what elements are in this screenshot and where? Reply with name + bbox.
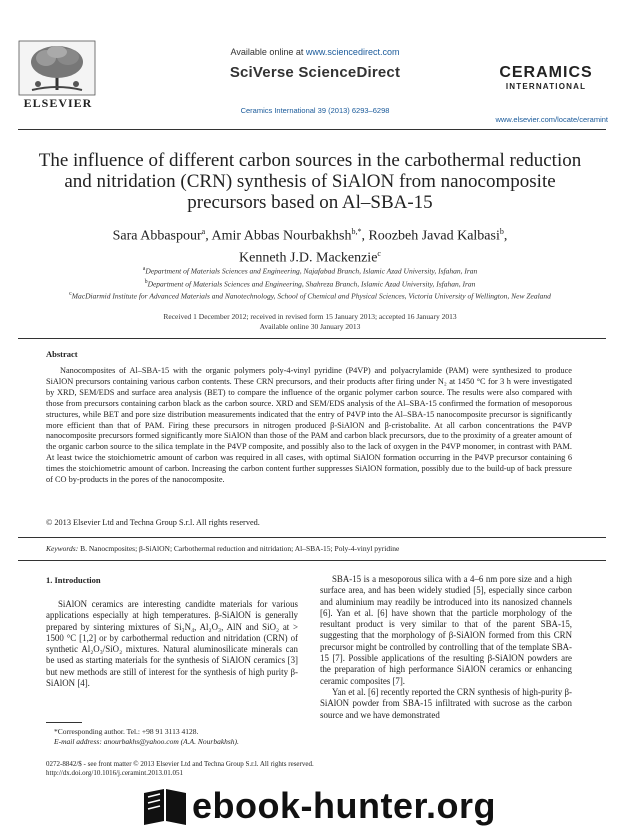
doi-link[interactable]: http://dx.doi.org/10.1016/j.ceramint.2013.01.051 [46, 769, 183, 777]
intro-paragraph-1: SiAlON ceramics are interesting candidte materials for various applications especially at high temperatures. β-SiAlON is generally prepared by sintering mixtures of Si₃N₄, Al₂O₃, AlN and SiO₂ at > 1500 °C [1,2] or by carbothermal reduction and nitridation (CRN) of synthetic Al₂O₃/SiO₂ mixtures. Natural aluminosilicate minerals can be used as starting materials for the synthesis of SiAlON ceramics [3] but new methods are still of interest for the synthesis of high purity β-SiAlON [4]. [46, 599, 298, 689]
affiliation-sup: a [142, 266, 146, 272]
author-separator: , [503, 228, 508, 244]
author-name[interactable]: Roozbeh Javad Kalbasi [368, 228, 500, 244]
affiliation-sup: b [144, 278, 148, 285]
footnote [46, 727, 296, 747]
abstract-body [46, 366, 572, 486]
author-sup: a [201, 227, 206, 236]
section-heading-introduction: 1. Introduction [46, 575, 101, 585]
abstract-divider-bottom [18, 537, 606, 538]
received-dates: Received 1 December 2012; received in revised form 15 January 2013; accepted 16 January 2013 [163, 312, 457, 321]
author-separator: , [361, 228, 369, 244]
title-line-2: and nitridation (CRN) synthesis of SiAlON from nanocomposite [64, 171, 556, 192]
email-note[interactable]: E-mail address: anourbakhs@yahoo.com (A.A. Nourbakhsh). [54, 737, 239, 746]
affiliation-text: Department of Materials Sciences and Engineering, Shahreza Branch, Islamic Azad University, Isfahan, Iran [147, 279, 476, 288]
article-dates [40, 312, 580, 332]
author-name[interactable]: Amir Abbas Nourbakhsh [211, 228, 352, 244]
copyright-notice: © 2013 Elsevier Ltd and Techna Group S.r.l. All rights reserved. [46, 518, 260, 527]
online-date: Available online 30 January 2013 [259, 322, 361, 331]
affiliations [40, 264, 580, 302]
author-line-1 [40, 223, 580, 245]
author-name[interactable]: Sara Abbaspour [112, 228, 202, 244]
sciencedirect-link[interactable]: www.sciencedirect.com [305, 47, 400, 57]
corresponding-author-note: *Corresponding author. Tel.: +98 91 3113 4128. [54, 727, 199, 736]
affiliation-sup: c [69, 291, 72, 297]
intro-paragraph-3: Yan et al. [6] recently reported the CRN synthesis of high-purity β-SiAlON powder from SBA-15 infiltrated with sucrose as the carbon source and we have demonstrated [320, 686, 572, 720]
abstract-text: Nanocomposites of Al–SBA-15 with the organic polymers poly-4-vinyl pyridine (P4VP) and polyacrylamide (PAM) were synthesized to produce SiAlON precursors containing various carbon contents. These CRN precursors, and their products after firing under N₂ at 1450 °C for 3 h were investigated by XRD, SEM/EDS and surface area analysis (BET) to compare the influence of the organic polymer carbon source. The results were also compared with those from precursors containing carbon black as the carbon source. XRD and SEM/EDS analysis of the Al–SBA-15 confirmed the formation of mesoporous structures, while BET and pore size distribution measurements indicated that the entry of P4VP into the Al–SBA-15 nanocomposite precursor is significantly more efficient than that of PAM. Firing these precursors in nitrogen produced β-SiAlON and β-cristobalite. At all carbon concentrations the P4VP nanocomposite precursors formed significantly more SiAlON than those of the PAM and carbon black precursors, due to the proximity of a greater amount of the organic carbon source to the silica template in the P4VP composite, and possibly also to the lack of oxygen in the P4VP monomer, in contrast with PAM. At least twice the stoichiometric amount of carbon was required in all cases, with optimal SiAlON formation occurring in the P4VP precursor containing 6 times the stoichiometric amount of carbon. Increasing the carbon content further suppresses SiAlON formation, possibly due to the build-up of back pressure of CO by-products in the pores of the nanocomposite. [46, 366, 572, 485]
affiliation-c [40, 289, 580, 302]
intro-paragraph-2: SBA-15 is a mesoporous silica with a 4–6 nm pore size and a high surface area, and has been widely studied [5], especially since carbon and aluminium may readily be introduced into its nanosized channels [6]. Yan et al. [6] have shown that the particle morphology of the resultant product is very similar to that of the parent SBA-15, suggesting that the morphology of β-SiAlON formed from this CRN precursor might be controlled by controlling that of the template SBA-15 [7]. Possible applications of the resulting β-SiAlON powders are the preparation of high performance SiAlON ceramics or enhancing ceramic composites [7]. [320, 574, 572, 686]
front-matter [46, 760, 406, 778]
body-divider [18, 560, 606, 561]
journal-reference[interactable]: Ceramics International 39 (2013) 6293–6298 [240, 106, 390, 115]
abstract-heading: Abstract [46, 349, 78, 359]
title-line-1: The influence of different carbon sources in the carbothermal reduction [38, 150, 582, 171]
affiliation-text: MacDiarmid Institute for Advanced Materials and Nanotechnology, School of Chemical and Physical Sciences, Victoria University of Wellington, New Zealand [71, 291, 551, 301]
watermark-text: ebook-hunter.org [192, 785, 496, 826]
affiliation-text: Department of Materials Sciences and Engineering, Najafabad Branch, Islamic Azad University, Isfahan, Iran [145, 266, 478, 276]
keywords-line [46, 544, 572, 553]
author-sup: b,* [351, 227, 362, 236]
author-list [40, 223, 580, 266]
journal-name-sub: INTERNATIONAL [505, 82, 587, 91]
title-line-3: precursors based on Al–SBA-15 [187, 192, 433, 213]
journal-url-link[interactable]: www.elsevier.com/locate/ceramint [495, 115, 608, 124]
publisher-name: ELSEVIER [23, 96, 93, 110]
issn-line: 0272-8842/$ - see front matter © 2013 Elsevier Ltd and Techna Group S.r.l. All rights reserved. [46, 760, 314, 768]
available-prefix: Available online at [230, 47, 306, 57]
keywords-label: Keywords: [46, 544, 79, 553]
left-column [46, 599, 298, 689]
header-divider [18, 129, 606, 130]
footnote-divider [46, 722, 82, 723]
keywords-list: B. Nanocmposites; β-SiAlON; Carbothermal reduction and nitridation; Al–SBA-15; Poly-4-vinyl pyridine [78, 544, 400, 553]
available-online-line [210, 47, 420, 57]
author-name[interactable]: Kenneth J.D. Mackenzie [239, 250, 378, 266]
journal-name: CERAMICS [499, 64, 593, 81]
platform-name: SciVerse ScienceDirect [229, 64, 401, 81]
author-sup: c [377, 248, 381, 258]
author-separator: , [205, 228, 212, 244]
affiliation-a [40, 264, 580, 277]
affiliation-b [40, 277, 580, 290]
abstract-divider-top [18, 338, 606, 339]
author-sup: b [499, 227, 504, 236]
right-column [320, 574, 572, 721]
article-title [30, 150, 590, 213]
watermark [140, 787, 610, 827]
